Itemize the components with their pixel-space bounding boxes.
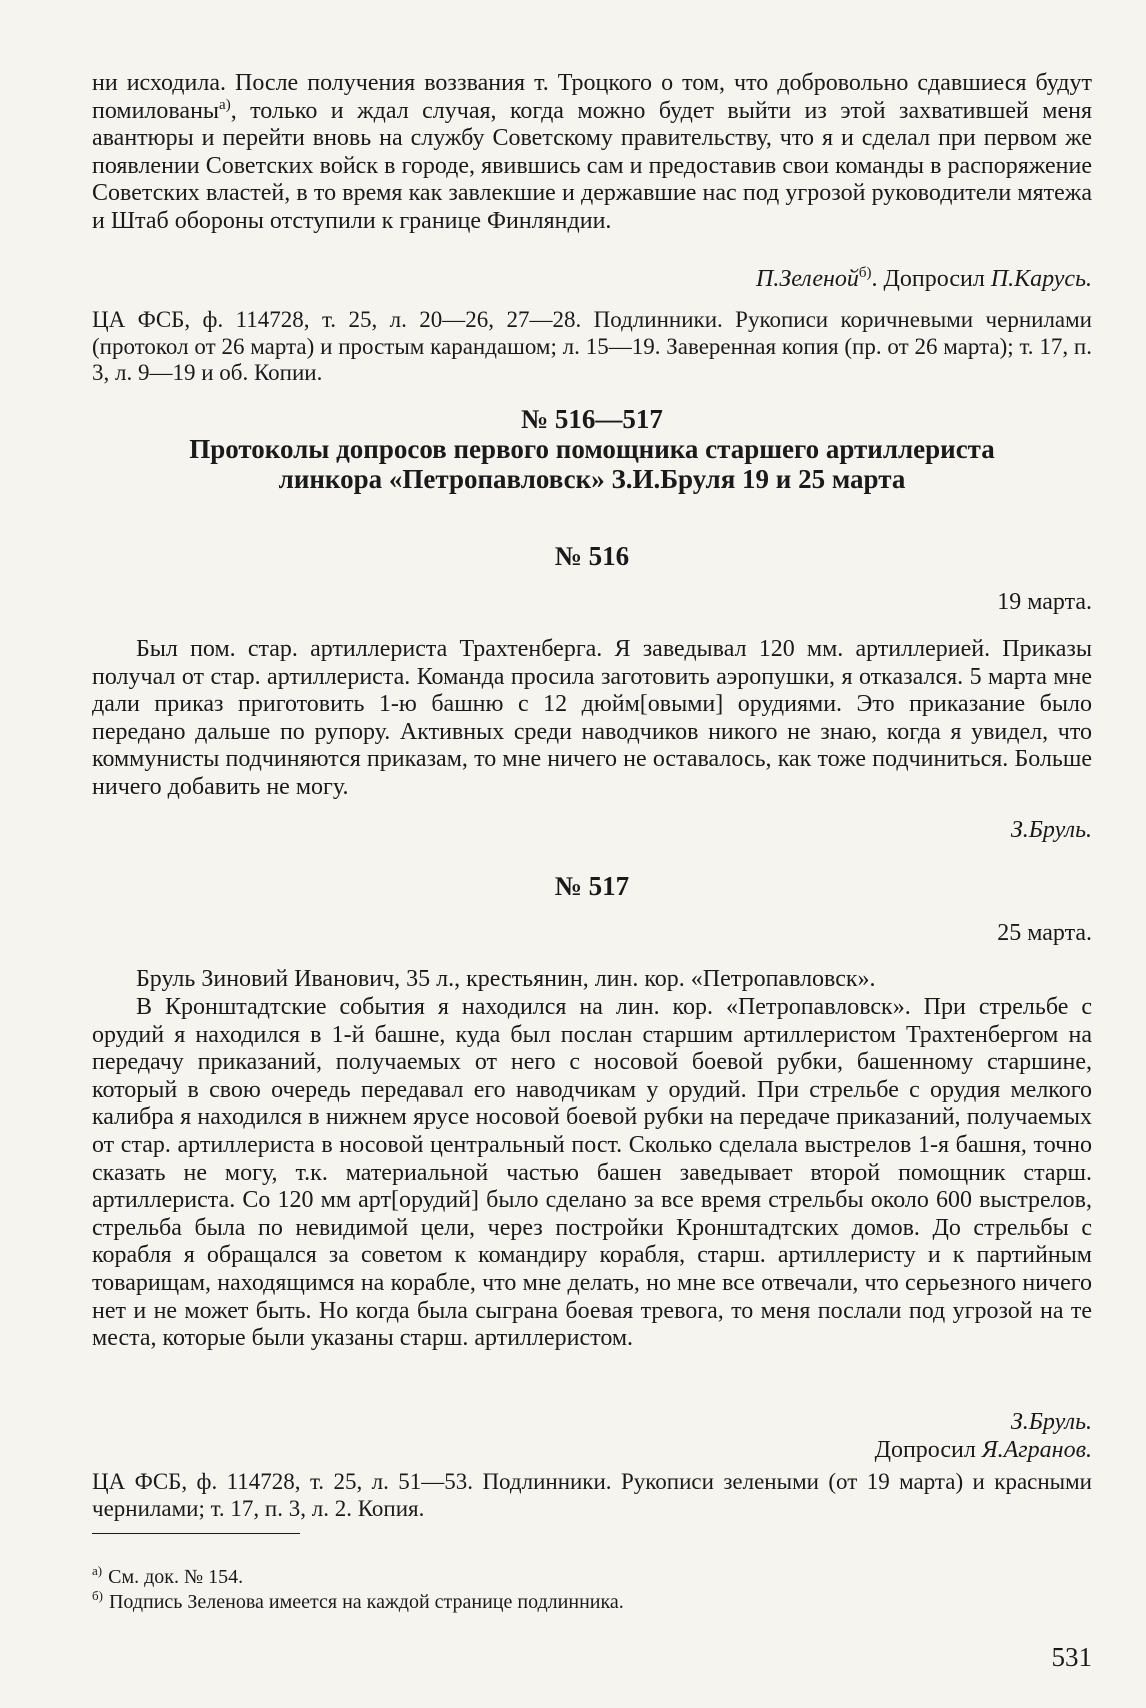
- interrogator-name: П.Карусь.: [990, 266, 1092, 292]
- doc-517-signature: З.Бруль.: [1010, 1409, 1092, 1435]
- doc-516-signature: З.Бруль.: [1010, 817, 1092, 843]
- interrogated-label: . Допросил: [871, 266, 991, 292]
- footnote-mark-b: б): [858, 265, 872, 281]
- interrogated-label: Допросил: [874, 1437, 982, 1463]
- archive-source-2: ЦА ФСБ, ф. 114728, т. 25, л. 51—53. Подлинники. Рукописи зелеными (от 19 марта) и красными чернилами; т. 17, п. 3, л. 2. Копия.: [92, 1469, 1092, 1521]
- footnote-mark-a: а): [219, 96, 231, 113]
- footnote-b-mark: б): [92, 1588, 103, 1604]
- continuation-paragraph: [92, 70, 1092, 236]
- footnote-divider: [92, 1533, 300, 1534]
- footnote-a-text: См. док. № 154.: [108, 1566, 244, 1588]
- footnote-b-text: Подпись Зеленова имеется на каждой странице подлинника.: [108, 1591, 624, 1613]
- doc-516-date: 19 марта.: [997, 589, 1092, 615]
- archive-source-1: ЦА ФСБ, ф. 114728, т. 25, л. 20—26, 27—28. Подлинники. Рукописи коричневыми чернилами (протокол от 26 марта) и простым карандашом; л. 15—19. Заверенная копия (пр. от 26 марта); т. 17, п. 3, л. 9—19 и об. Копии.: [92, 307, 1092, 385]
- doc-516-text: Был пом. стар. артиллериста Трахтенберга. Я заведывал 120 мм. артиллерией. Приказы получал от стар. артиллериста. Команда просила заготовить аэропушки, я отказался. 5 марта мне дали приказ приготовить 1-ю башню с 12 дюйм[овыми] орудиями. Это приказание было передано дальше по рупору. Активных среди наводчиков никого не знаю, когда я увидел, что коммунисты подчиняются приказам, то мне ничего не оставалось, как тоже подчиниться. Больше ничего добавить не могу.: [92, 636, 1092, 800]
- signature-line-zelenoy: [92, 266, 1092, 294]
- doc-516-number: № 516: [554, 541, 630, 571]
- section-title-line2: линкора «Петропавловск» З.И.Бруля 19 и 25 марта: [278, 464, 906, 494]
- doc-517-text: В Кронштадтские события я находился на лин. кор. «Петропавловск». При стрельбе с орудий я находился в 1-й башне, куда был послан старшим артиллеристом Трахтенбергом на передачу приказаний, получаемых от него с носовой боевой рубки, башенному старшине, который в свою очередь передавал его наводчикам у орудий. При стрельбе с орудия мелкого калибра я находился в нижнем ярусе носовой боевой рубки на передаче приказаний, получаемых от стар. артиллериста в носовой центральный пост. Сколько сделала выстрелов 1-я башня, точно сказать не могу, т.к. материальной частью башен заведывает второй помощник старш. артиллериста. Со 120 мм арт[орудий] было сделано за все время стрельбы около 600 выстрелов, стрельба была по невидимой цели, через постройки Кронштадтских домов. До стрельбы с корабля я обращался за советом к командиру корабля, старш. артиллеристу и к партийным товарищам, находящимся на корабле, что мне делать, но мне все отвечали, что серьезного ничего нет и не может быть. Но когда была сыграна боевая тревога, то меня послали под угрозой на те места, которые были указаны старш. артиллеристом.: [92, 994, 1092, 1352]
- paragraph-text: , только и ждал случая, когда можно будет выйти из этой захватившей меня авантюры и перейти вновь на службу Советскому правительству, что я и сделал при первом же появлении Советских войск в городе, явившись сам и предоставив свои команды в распоряжение Советских властей, в то время как завлекшие и державшие нас под угрозой руководители мятежа и Штаб обороны отступили к границе Финляндии.: [92, 97, 1092, 234]
- section-title-line1: Протоколы допросов первого помощника старшего артиллериста: [189, 434, 995, 464]
- paragraph-text: ни исходила. После получения воззвания т. Троцкого о том, что добровольно сдавшиеся будут помилованы: [92, 70, 1092, 124]
- doc-517-number: № 517: [554, 871, 630, 901]
- footnote-a: [92, 1563, 244, 1588]
- interrogator-name: Я.Агранов.: [981, 1437, 1092, 1463]
- page-number: 531: [1051, 1642, 1092, 1672]
- doc-517-date: 25 марта.: [997, 920, 1092, 946]
- footnote-b: [92, 1588, 624, 1613]
- doc-517-interrogated-line: [92, 1437, 1092, 1465]
- footnote-a-mark: а): [92, 1563, 103, 1579]
- signature-name: П.Зеленой: [755, 266, 859, 292]
- doc-517-intro: Бруль Зиновий Иванович, 35 л., крестьянин, лин. кор. «Петропавловск».: [136, 966, 876, 992]
- section-number: № 516—517: [521, 404, 663, 434]
